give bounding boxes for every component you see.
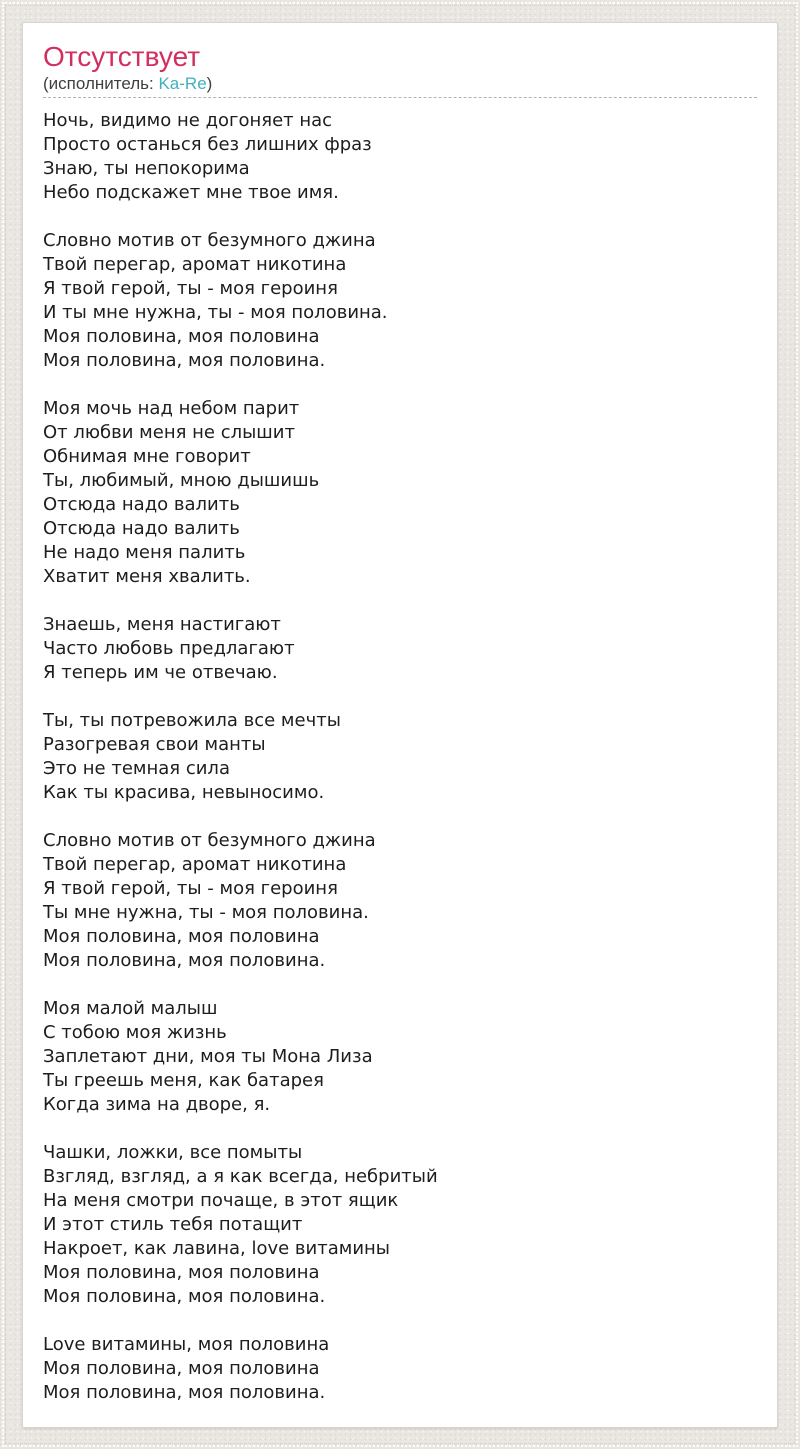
stanza: Love витамины, моя половина Моя половина, моя половина Моя половина, моя половина.: [43, 1334, 330, 1403]
artist-label-prefix: (исполнитель:: [43, 74, 159, 93]
artist-label-suffix: ): [206, 74, 213, 93]
song-header: [43, 41, 757, 98]
stanza: Ночь, видимо не догоняет нас Просто останься без лишних фраз Знаю, ты непокорима Небо подскажет мне твое имя.: [43, 110, 372, 203]
lyrics-block: [43, 109, 757, 1405]
stanza: Моя мочь над небом парит От любви меня не слышит Обнимая мне говорит Ты, любимый, мною дышишь Отсюда надо валить Отсюда надо валить Не надо меня палить Хватит меня хвалить.: [43, 398, 320, 587]
stanza: Словно мотив от безумного джина Твой перегар, аромат никотина Я твой герой, ты - моя героиня И ты мне нужна, ты - моя половина. Моя половина, моя половина Моя половина, моя половина.: [43, 230, 388, 371]
artist-line: [43, 73, 757, 94]
stanza: Моя малой малыш С тобою моя жизнь Заплетают дни, моя ты Мона Лиза Ты греешь меня, как батарея Когда зима на дворе, я.: [43, 998, 373, 1115]
stanza: Словно мотив от безумного джина Твой перегар, аромат никотина Я твой герой, ты - моя героиня Ты мне нужна, ты - моя половина. Моя половина, моя половина Моя половина, моя половина.: [43, 830, 376, 971]
artist-link[interactable]: Ka-Re: [158, 74, 207, 93]
song-title: Отсутствует: [43, 41, 201, 72]
lyrics-card: [22, 22, 778, 1428]
stanza: Знаешь, меня настигают Часто любовь предлагают Я теперь им че отвечаю.: [43, 614, 295, 683]
stanza: Ты, ты потревожила все мечты Разогревая свои манты Это не темная сила Как ты красива, невыносимо.: [43, 710, 341, 803]
stanza: Чашки, ложки, все помыты Взгляд, взгляд, а я как всегда, небритый На меня смотри почаще, в этот ящик И этот стиль тебя потащит Накроет, как лавина, love витамины Моя половина, моя половина Моя половина, моя половина.: [43, 1142, 438, 1307]
